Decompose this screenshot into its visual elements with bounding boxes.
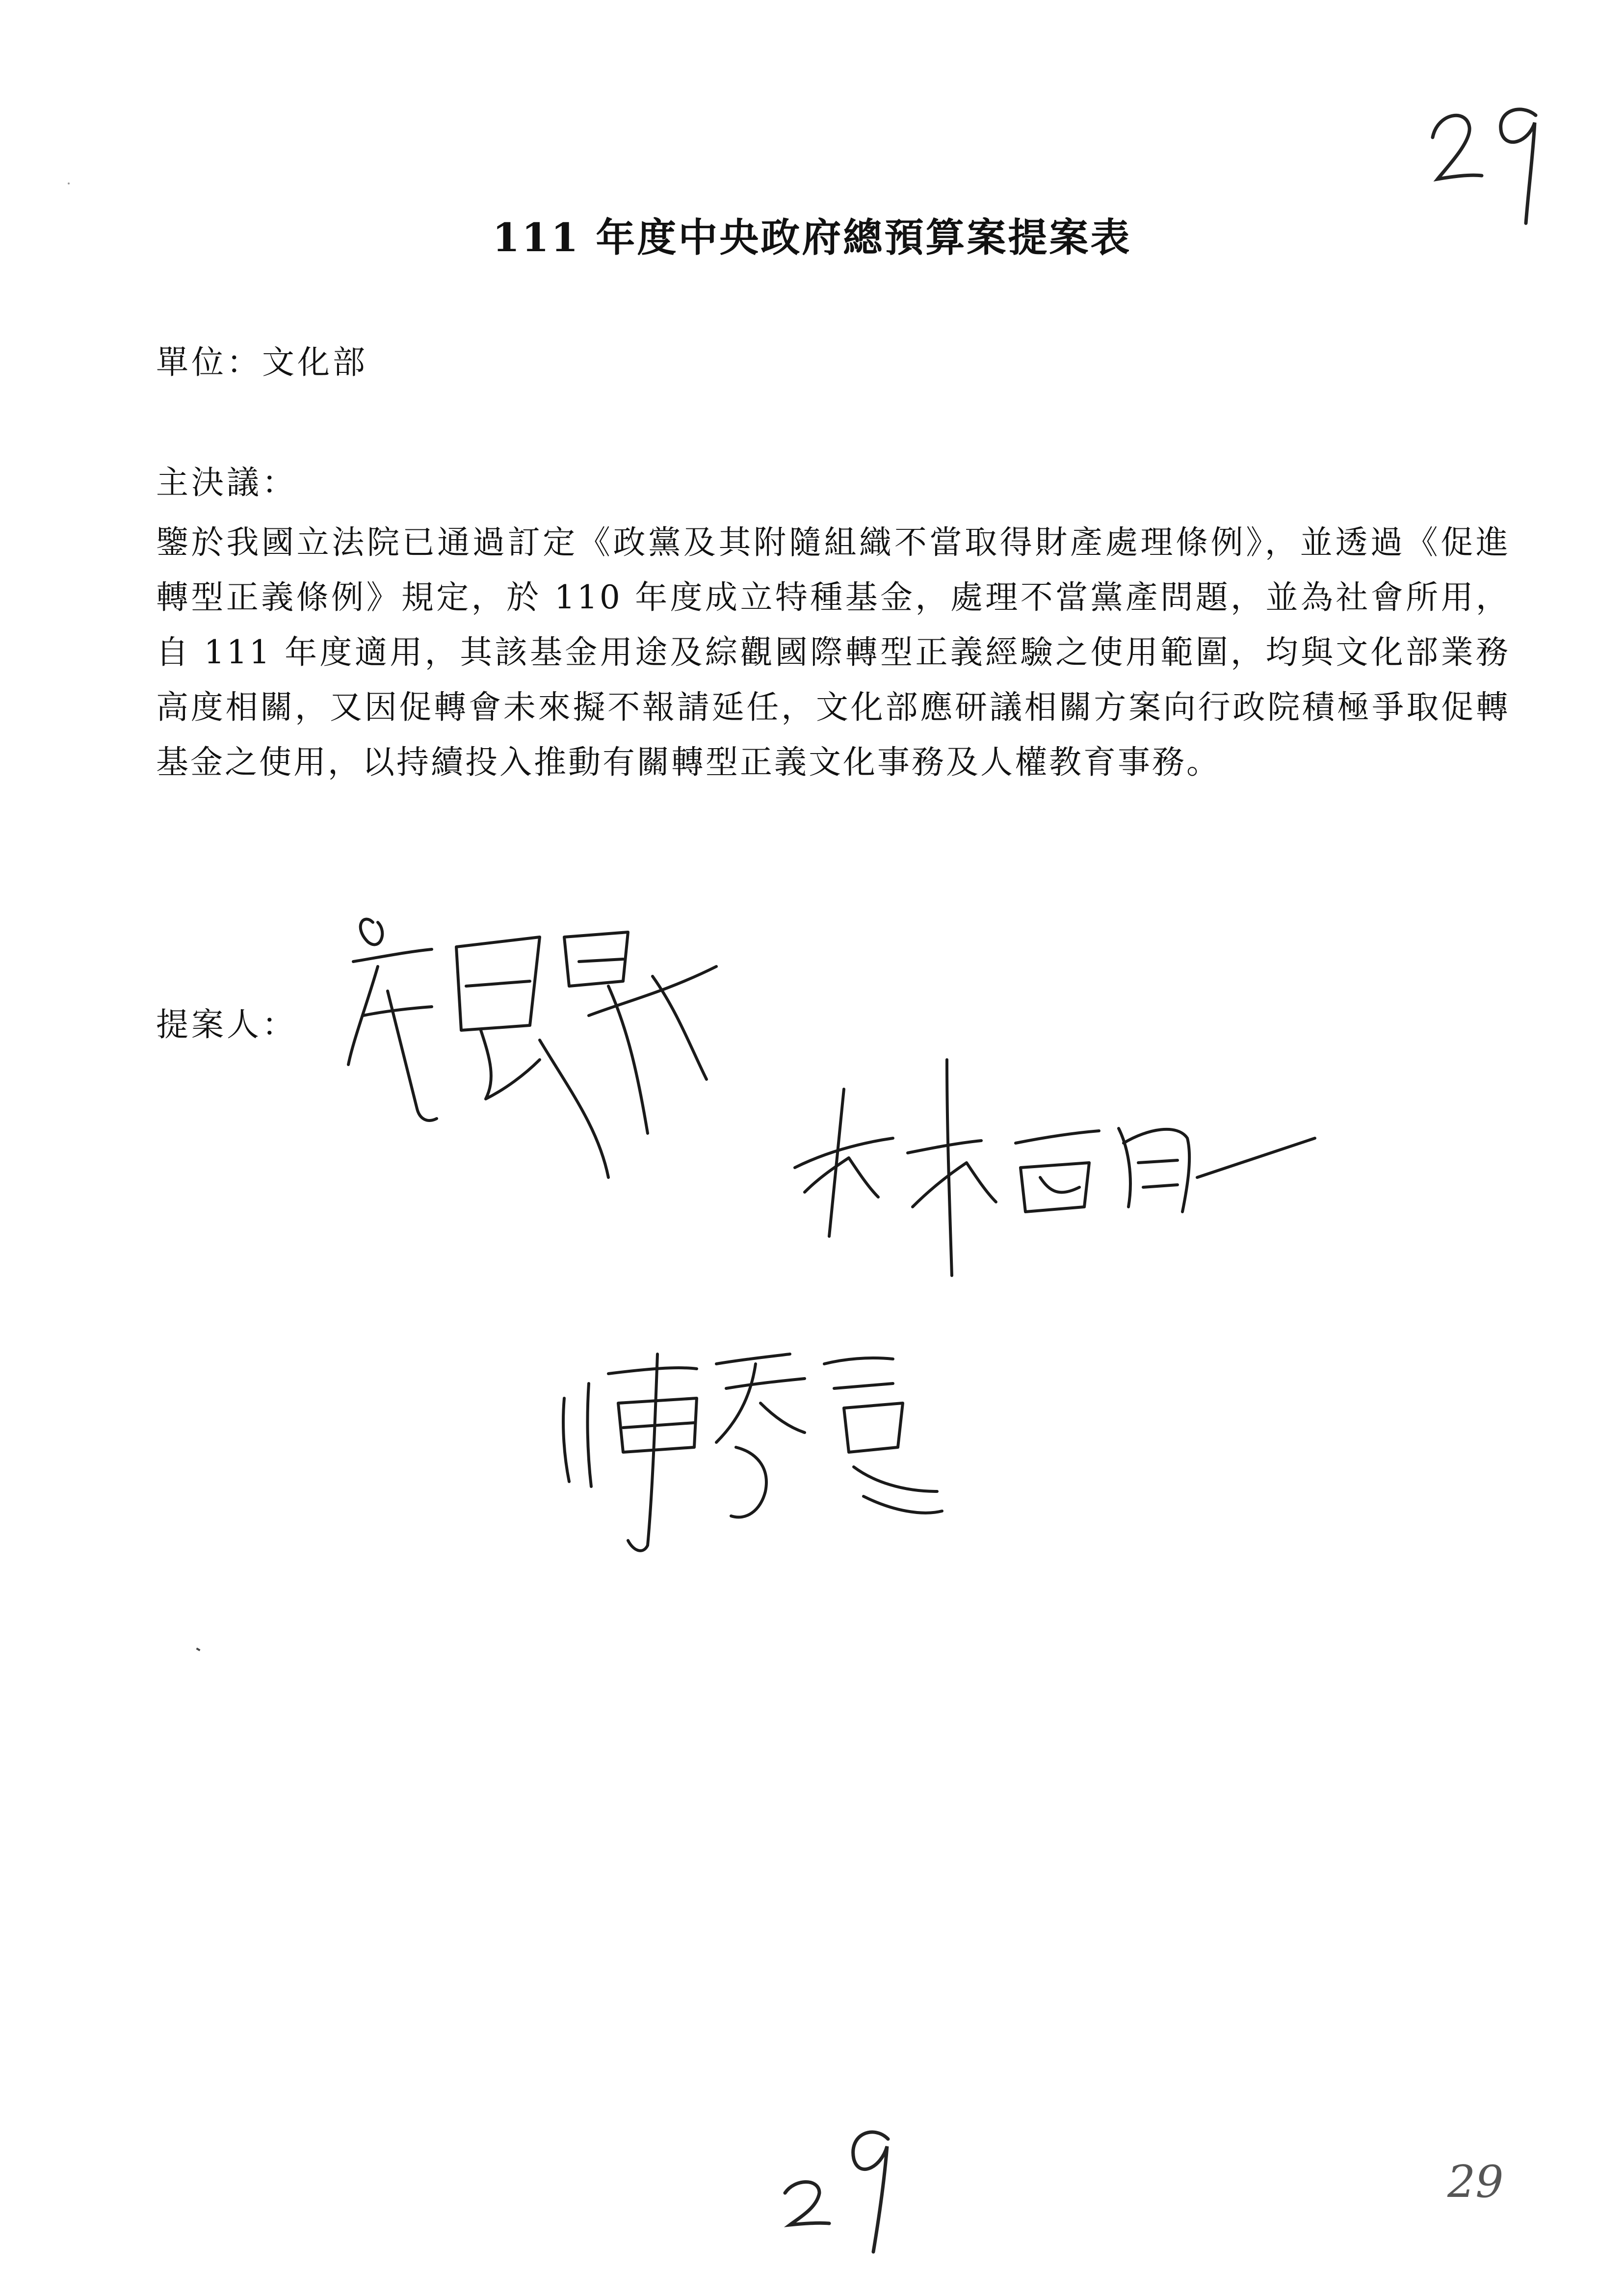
signature-2-icon — [785, 1030, 1325, 1305]
signature-3-icon — [550, 1334, 952, 1560]
resolution-label: 主決議： — [156, 464, 297, 501]
stray-mark — [68, 183, 70, 184]
signature-1-icon — [334, 903, 726, 1246]
stray-mark — [196, 1647, 201, 1651]
proposer-label: 提案人： — [156, 1006, 297, 1044]
resolution-text: 鑒於我國立法院已通過訂定《政黨及其附隨組織不當取得財產處理條例》，並透過《促進轉型正義條例》規定，於 110 年度成立特種基金，處理不當黨產問題，並為社會所用，自 111 年度適用，其該基金用途及綜觀國際轉型正義經驗之使用範圍，均與文化部業務高度相關，又因促轉會未來擬不報請延任，文化部應研議相關方案向行政院積極爭取促轉基金之使用，以持續投入推動有關轉型正義文化事務及人權教育事務。 — [156, 523, 1510, 781]
page-number-handwritten-bottom — [775, 2110, 903, 2257]
form-title: 111 年度中央政府總預算案提案表 — [492, 214, 1132, 261]
page-number-bottom-right: 29 — [1447, 2156, 1504, 2208]
unit-line: 單位：文化部 — [156, 343, 368, 381]
